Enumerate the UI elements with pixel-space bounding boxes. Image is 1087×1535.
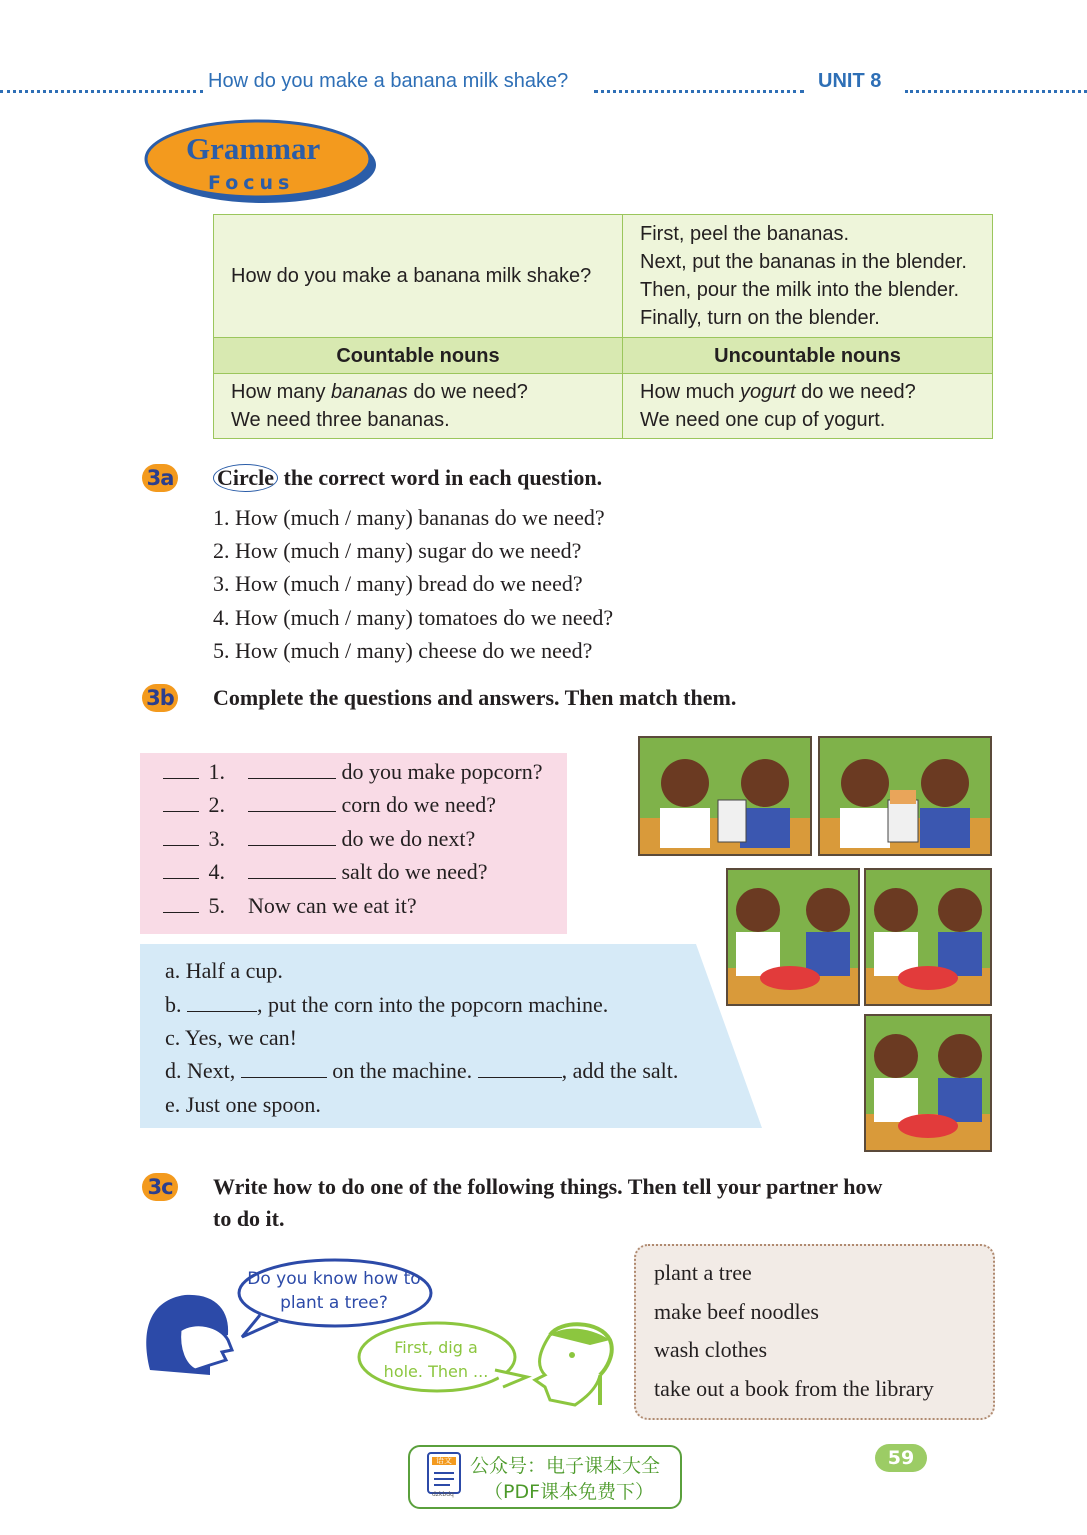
text: How much (640, 381, 741, 403)
match-blank[interactable] (163, 793, 199, 812)
header-dots-left (0, 70, 203, 93)
section-badge-3b: 3b (142, 684, 178, 712)
book-icon (426, 1451, 462, 1499)
option-item: plant a tree (654, 1260, 752, 1285)
step-line: First, peel the bananas. (640, 223, 850, 245)
text: yogurt (740, 381, 796, 403)
text: How many (231, 381, 332, 403)
question-text: corn do we need? (341, 792, 497, 817)
text: do we need? (795, 381, 916, 403)
book-icon-label: 语文 (436, 1456, 452, 1465)
fill-blank[interactable] (187, 993, 257, 1012)
countable-cell (214, 374, 623, 439)
table-question-cell (214, 215, 623, 338)
question-number: 1. (208, 759, 225, 784)
list-item: 3. How (much / many) bread do we need? (213, 571, 583, 596)
instruction-3a (213, 464, 602, 492)
fill-blank[interactable] (248, 760, 336, 779)
section-badge-3c: 3c (142, 1173, 178, 1201)
text: bananas (331, 381, 408, 403)
girl-bubble-text (246, 1267, 422, 1315)
step-line: Finally, turn on the blender. (640, 307, 880, 329)
uncountable-cell (623, 374, 993, 439)
header-title: How do you make a banana milk shake? (208, 70, 569, 92)
question-number: 2. (208, 792, 225, 817)
option-item: wash clothes (654, 1337, 768, 1362)
answer-text: , add the salt. (561, 1058, 679, 1083)
question-text: salt do we need? (341, 859, 488, 884)
boy-illustration (520, 1315, 620, 1415)
header-unit: UNIT 8 (818, 70, 882, 92)
footer-line-1: 公众号：电子课本大全 (470, 1455, 661, 1477)
text: do we need? (407, 381, 528, 403)
section-badge-3a: 3a (142, 464, 178, 492)
question-row (163, 893, 417, 919)
match-blank[interactable] (163, 760, 199, 779)
instruction-3c-line2: to do it. (213, 1206, 285, 1231)
question-number: 5. (208, 893, 225, 918)
cartoon-panel-5 (864, 1014, 992, 1152)
fill-blank[interactable] (478, 1059, 562, 1078)
bubble-line: plant a tree? (280, 1293, 388, 1313)
header-uncountable: Uncountable nouns (623, 338, 993, 374)
table-question: How do you make a banana milk shake? (231, 265, 592, 287)
question-text: do we do next? (341, 826, 476, 851)
question-text: Now can we eat it? (248, 893, 417, 918)
footer-line-2: （PDF课本免费下） (484, 1481, 655, 1503)
bubble-line: Do you know how to (247, 1269, 421, 1289)
header-countable: Countable nouns (214, 338, 623, 374)
cartoon-panel-4 (864, 868, 992, 1006)
boy-bubble-text (372, 1336, 500, 1384)
question-row (163, 826, 475, 852)
answer-label: b. (165, 992, 182, 1017)
fill-blank[interactable] (248, 827, 336, 846)
girl-illustration (140, 1290, 240, 1380)
uncountable-answer: We need one cup of yogurt. (640, 409, 886, 431)
instruction-3b: Complete the questions and answers. Then match them. (213, 685, 737, 710)
instruction-text: the correct word in each question. (283, 465, 603, 490)
question-row (163, 859, 488, 885)
instruction-3c-line1: Write how to do one of the following things. Then tell your partner how (213, 1174, 883, 1199)
answer-c: c. Yes, we can! (165, 1025, 297, 1050)
option-item: take out a book from the library (654, 1376, 934, 1401)
countable-answer: We need three bananas. (231, 409, 450, 431)
cartoon-panel-1 (638, 736, 812, 856)
question-row (163, 792, 496, 818)
list-item: 5. How (much / many) cheese do we need? (213, 638, 593, 663)
answer-e: e. Just one spoon. (165, 1092, 321, 1117)
cartoon-panel-3 (726, 868, 860, 1006)
bubble-line: hole. Then ... (383, 1362, 489, 1381)
bubble-line: First, dig a (394, 1338, 478, 1357)
fill-blank[interactable] (248, 860, 336, 879)
fill-blank[interactable] (248, 793, 336, 812)
grammar-focus-subtitle: Focus (208, 172, 295, 194)
answer-text: on the machine. (332, 1058, 473, 1083)
answer-a: a. Half a cup. (165, 958, 283, 983)
page-number: 59 (875, 1444, 927, 1472)
step-line: Then, pour the milk into the blender. (640, 279, 960, 301)
cartoon-panel-2 (818, 736, 992, 856)
question-number: 3. (208, 826, 225, 851)
book-icon-caption: dzkbdq (432, 1491, 454, 1498)
list-item: 4. How (much / many) tomatoes do we need? (213, 605, 614, 630)
grammar-table (213, 214, 993, 439)
match-blank[interactable] (163, 894, 199, 913)
list-item: 1. How (much / many) bananas do we need? (213, 505, 605, 530)
header-dots-middle (594, 70, 804, 93)
fill-blank[interactable] (241, 1059, 327, 1078)
answer-label: d. Next, (165, 1058, 236, 1083)
uncountable-question (640, 378, 975, 406)
answer-d (165, 1058, 678, 1084)
grammar-focus-title: Grammar (186, 131, 321, 166)
table-row (214, 215, 993, 338)
table-row (214, 374, 993, 439)
answer-b (165, 992, 608, 1018)
question-row (163, 759, 543, 785)
table-header-row (214, 338, 993, 374)
table-steps-cell (623, 215, 993, 338)
match-blank[interactable] (163, 860, 199, 879)
answer-text: , put the corn into the popcorn machine. (257, 992, 609, 1017)
option-item: make beef noodles (654, 1299, 819, 1324)
list-item: 2. How (much / many) sugar do we need? (213, 538, 582, 563)
match-blank[interactable] (163, 827, 199, 846)
header-dots-right (905, 70, 1087, 93)
question-number: 4. (208, 859, 225, 884)
question-text: do you make popcorn? (341, 759, 543, 784)
circled-word: Circle (213, 464, 278, 492)
countable-question (231, 378, 605, 406)
step-line: Next, put the bananas in the blender. (640, 251, 967, 273)
